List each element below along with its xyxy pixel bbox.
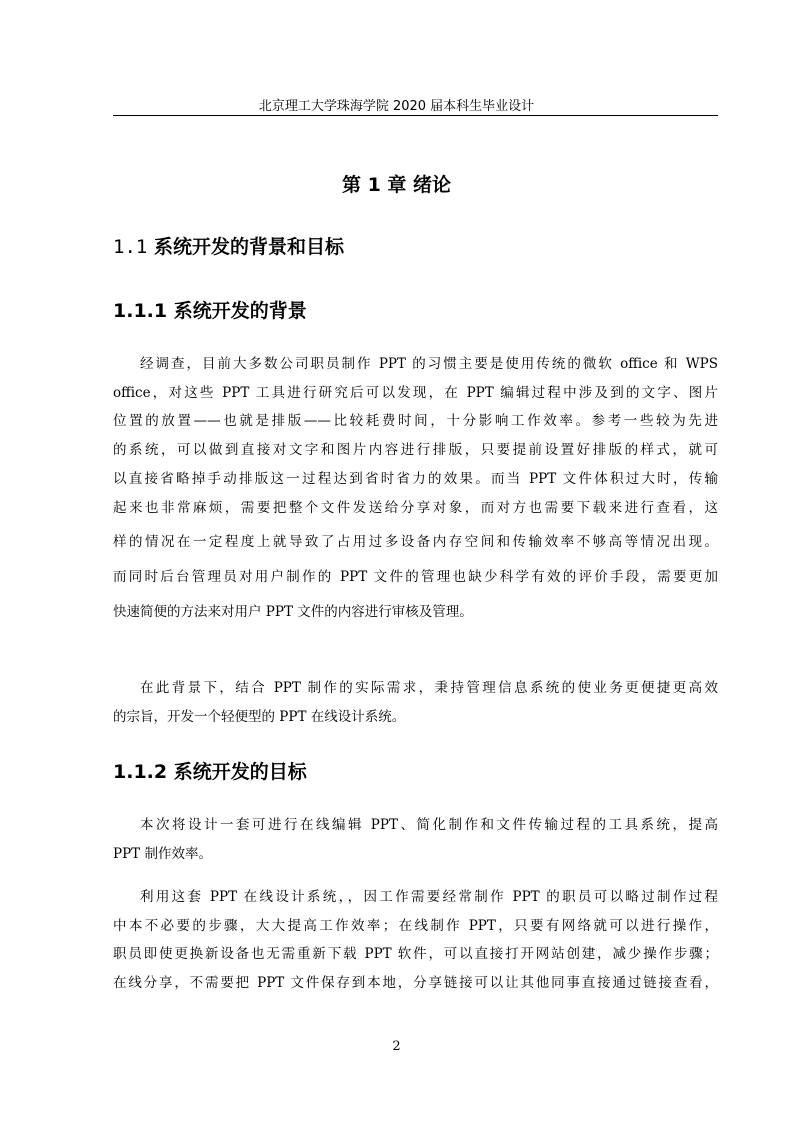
paragraph-line: 以直接省略掉手动排版这一过程达到省时省力的效果。而当 PPT 文件体积过大时，传输 (113, 470, 718, 487)
page-number: 2 (392, 1039, 401, 1054)
paragraph-line: 而同时后台管理员对用户制作的 PPT 文件的管理也缺少科学有效的评价手段，需要更加 (113, 568, 718, 585)
paragraph-line: 职员即使更换新设备也无需重新下载 PPT 软件，可以直接打开网站创建，减少操作步骤； (113, 946, 718, 963)
paragraph-line: 中本不必要的步骤，大大提高工作效率；在线制作 PPT，只要有网络就可以进行操作， (113, 917, 718, 934)
paragraph-line: 位置的放置——也就是排版——比较耗费时间，十分影响工作效率。参考一些较为先进 (113, 413, 718, 430)
section-number: 1.1 (113, 236, 148, 258)
subsection-heading-1-1-2: 1.1.2 系统开发的目标 (113, 761, 307, 783)
section-heading-1-1 (113, 232, 344, 259)
paragraph-line: PPT 制作效率。 (113, 845, 212, 862)
chapter-title: 第 1 章 绪论 (341, 174, 452, 196)
paragraph-line: 的宗旨，开发一个轻便型的 PPT 在线设计系统。 (113, 708, 406, 725)
paragraph-line: 起来也非常麻烦，需要把整个文件发送给分享对象，而对方也需要下载来进行查看，这 (113, 499, 718, 516)
running-header: 北京理工大学珠海学院 2020 届本科生毕业设计 (258, 99, 535, 114)
paragraph-line: 的系统，可以做到直接对文字和图片内容进行排版，只要提前设置好排版的样式，就可 (113, 442, 718, 459)
paragraph-context (113, 674, 718, 731)
paragraph-line: 本次将设计一套可进行在线编辑 PPT、简化制作和文件传输过程的工具系统，提高 (140, 817, 718, 833)
paragraph-line: 快速简便的方法来对用户 PPT 文件的内容进行审核及管理。 (113, 603, 473, 620)
paragraph-line: 样的情况在一定程度上就导致了占用过多设备内存空间和传输效率不够高等情况出现。 (113, 534, 718, 551)
paragraph-line: 利用这套 PPT 在线设计系统，，因工作需要经常制作 PPT 的职员可以略过制作过程 (140, 889, 718, 905)
paragraph-line: 在线分享，不需要把 PPT 文件保存到本地，分享链接可以让其他同事直接通过链接查看， (113, 975, 718, 992)
header-rule (113, 115, 718, 116)
paragraph-line: 在此背景下，结合 PPT 制作的实际需求，秉持管理信息系统的使业务更便捷更高效 (140, 680, 718, 696)
paragraph-benefits (113, 883, 718, 998)
paragraph-line: 经调查，目前大多数公司职员制作 PPT 的习惯主要是使用传统的微软 office 和 WPS (140, 356, 718, 372)
paragraph-goal (113, 811, 718, 868)
section-title: 系统开发的背景和目标 (153, 236, 344, 258)
paragraph-background (113, 350, 718, 626)
subsection-heading-1-1-1: 1.1.1 系统开发的背景 (113, 300, 307, 322)
paragraph-line: office，对这些 PPT 工具进行研究后可以发现，在 PPT 编辑过程中涉及到的文字、图片 (113, 384, 718, 401)
